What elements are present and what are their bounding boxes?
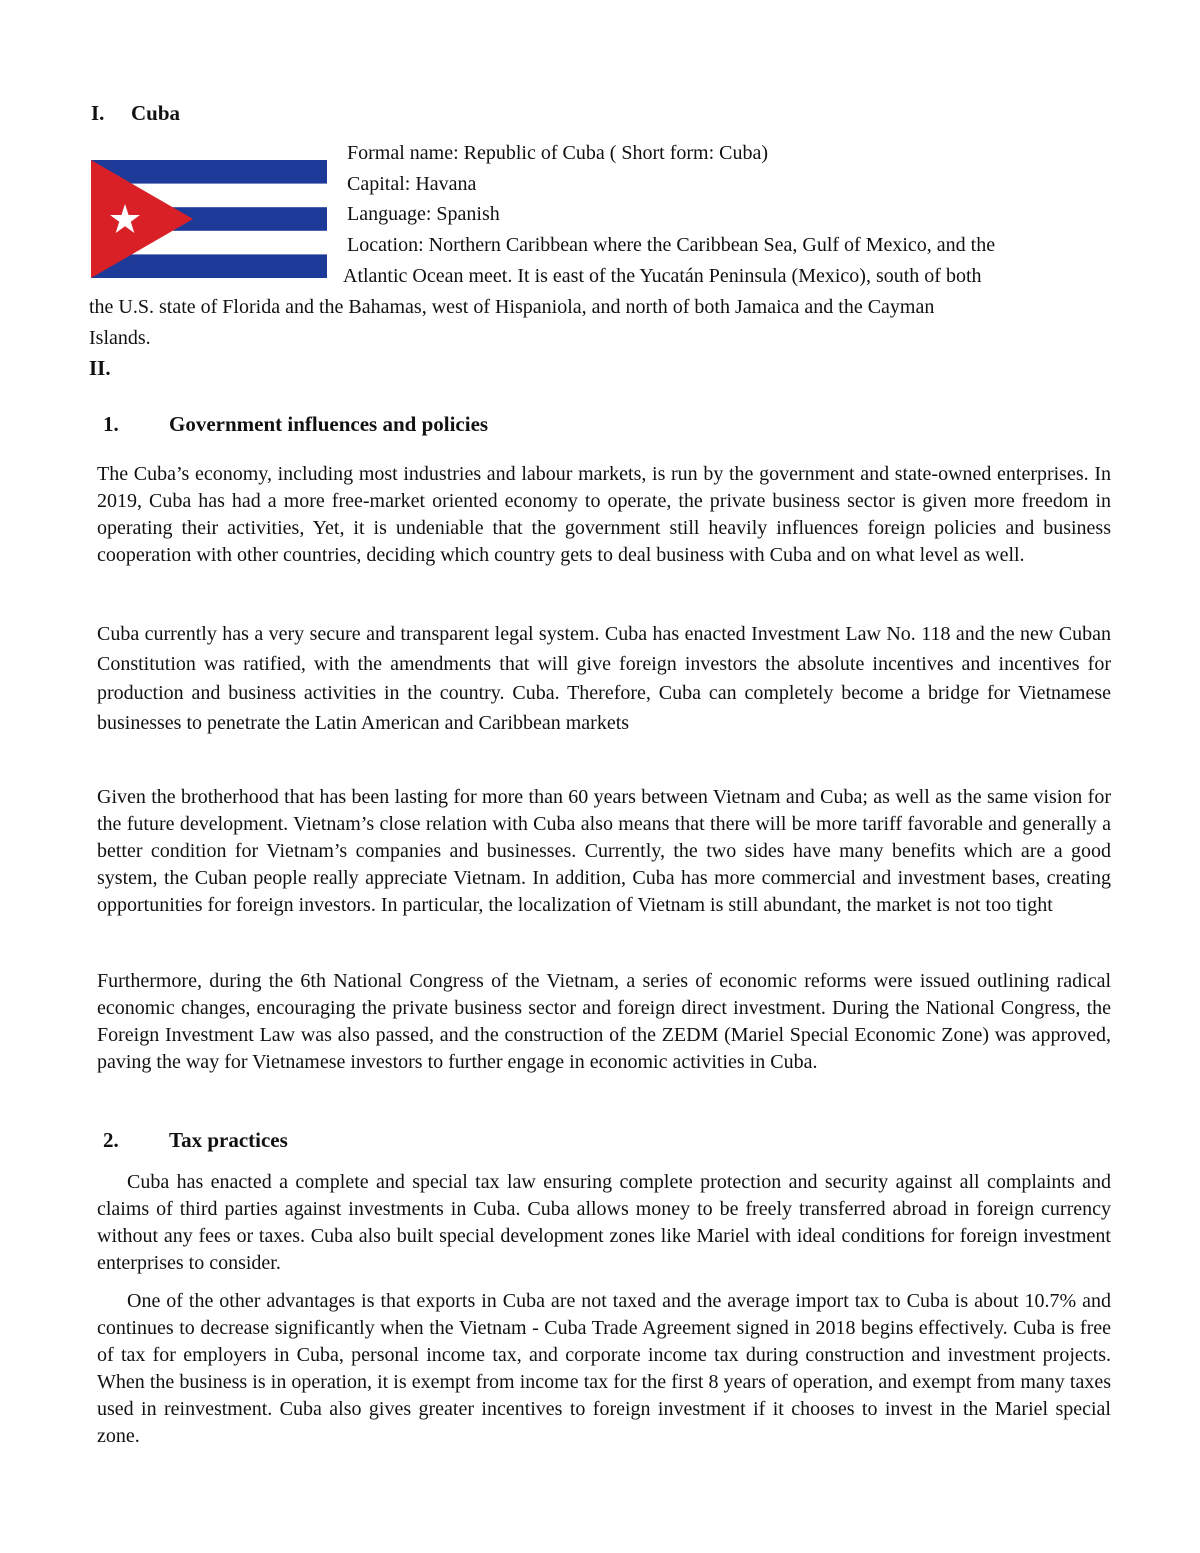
- section-1-numeral: I.: [91, 101, 105, 125]
- section-2-numeral: II.: [89, 356, 111, 380]
- subsection-1-title: Government influences and policies: [169, 412, 489, 436]
- subsection-2-title: Tax practices: [169, 1128, 288, 1152]
- info-capital: Capital: Havana: [347, 173, 477, 195]
- government-paragraph-3: Given the brotherhood that has been lasting for more than 60 years between Vietnam and Cuba; as well as the same vision for the future development. Vietnam’s close relation with Cuba also means that there will be more tariff favorable and generally a better condition for Vietnam’s companies and businesses. Currently, the two sides have many benefits which are a good system, the Cuban people really appreciate Vietnam. In addition, Cuba has more commercial and investment bases, creating opportunities for foreign investors. In particular, the localization of Vietnam is still abundant, the market is not too tight: [97, 786, 1111, 916]
- info-formal-name: Formal name: Republic of Cuba ( Short form: Cuba): [347, 142, 769, 164]
- government-paragraph-4: Furthermore, during the 6th National Congress of the Vietnam, a series of economic reforms were issued outlining radical economic changes, encouraging the private business sector and foreign direct investment. During the National Congress, the Foreign Investment Law was also passed, and the construction of the ZEDM (Mariel Special Economic Zone) was approved, paving the way for Vietnamese investors to further engage in economic activities in Cuba.: [97, 970, 1111, 1073]
- government-paragraph-2: Cuba currently has a very secure and transparent legal system. Cuba has enacted Investment Law No. 118 and the new Cuban Constitution was ratified, with the amendments that will give foreign investors the absolute incentives and incentives for production and business activities in the country. Cuba. Therefore, Cuba can completely become a bridge for Vietnamese businesses to penetrate the Latin American and Caribbean markets: [97, 623, 1111, 734]
- government-paragraph-1: The Cuba’s economy, including most industries and labour markets, is run by the government and state-owned enterprises. In 2019, Cuba has had a more free-market oriented economy to operate, the private business sector is given more freedom in operating their activities, Yet, it is undeniable that the government still heavily influences foreign policies and business cooperation with other countries, deciding which country gets to deal business with Cuba and on what level as well.: [97, 463, 1111, 566]
- tax-paragraph-1: Cuba has enacted a complete and special tax law ensuring complete protection and security against all complaints and claims of third parties against investments in Cuba. Cuba allows money to be freely transferred abroad in foreign currency without any fees or taxes. Cuba also built special development zones like Mariel with ideal conditions for foreign investment enterprises to consider.: [97, 1171, 1111, 1274]
- info-location-line-2: Atlantic Ocean meet. It is east of the Yucatán Peninsula (Mexico), south of both: [343, 265, 982, 287]
- info-location-line-4: Islands.: [89, 327, 151, 349]
- section-1-title: Cuba: [131, 101, 181, 125]
- info-location-line-1: Location: Northern Caribbean where the Caribbean Sea, Gulf of Mexico, and the: [347, 234, 996, 256]
- tax-paragraph-2: One of the other advantages is that exports in Cuba are not taxed and the average import tax to Cuba is about 10.7% and continues to decrease significantly when the Vietnam - Cuba Trade Agreement signed in 2018 begins effectively. Cuba is free of tax for employers in Cuba, personal income tax, and corporate income tax during construction and investment projects. When the business is in operation, it is exempt from income tax for the first 8 years of operation, and exempt from many taxes used in reinvestment. Cuba also gives greater incentives to foreign investment if it chooses to invest in the Mariel special zone.: [97, 1290, 1111, 1447]
- cuba-flag-icon: [91, 160, 327, 278]
- info-location-line-3: the U.S. state of Florida and the Bahamas, west of Hispaniola, and north of both Jamaica and the Cayman: [89, 296, 935, 318]
- subsection-2-number: 2.: [103, 1128, 119, 1152]
- info-language: Language: Spanish: [347, 203, 500, 225]
- subsection-1-number: 1.: [103, 412, 119, 436]
